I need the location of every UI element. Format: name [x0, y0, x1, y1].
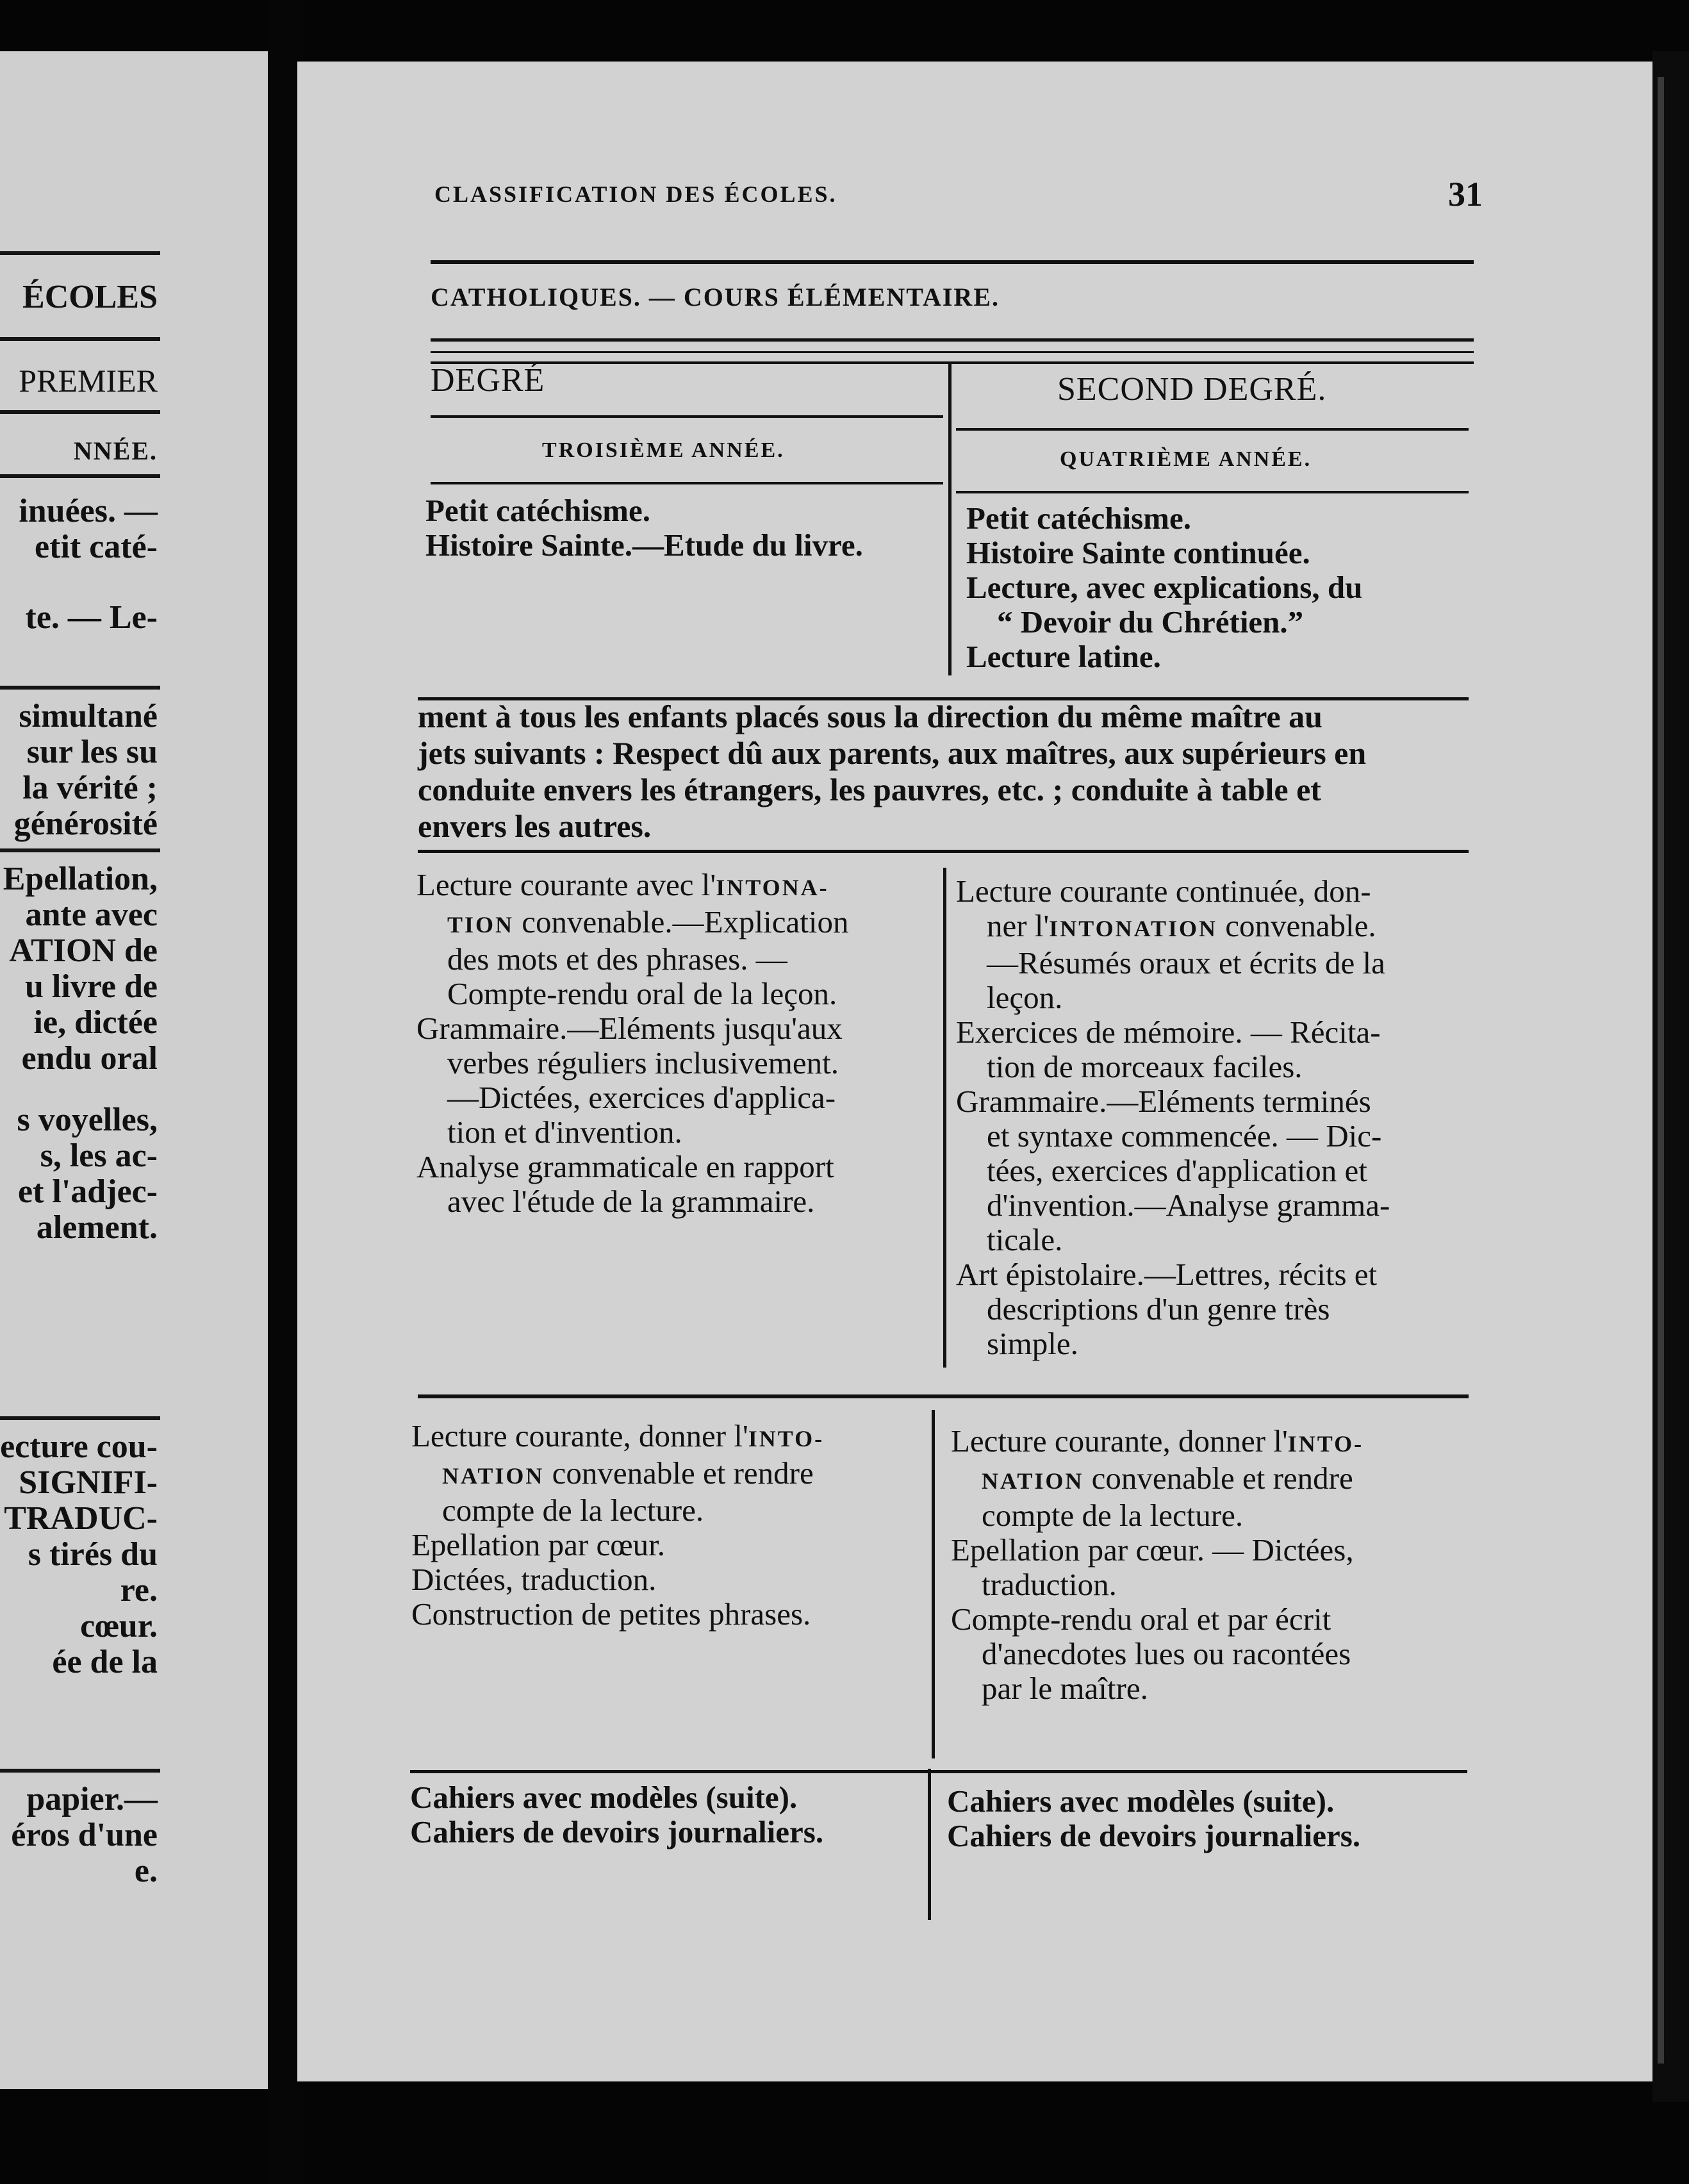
row3-right-line: [956, 1292, 1390, 1327]
left-page-fragment: [0, 51, 268, 2089]
line-text: Art épistolaire.—Lettres, récits et: [956, 1257, 1378, 1292]
line-text: Analyse grammaticale en rapport: [416, 1149, 834, 1184]
row4-left-line: [411, 1419, 824, 1456]
small-caps-term: NATION: [982, 1468, 1084, 1494]
line-text: Lecture courante avec l': [416, 867, 716, 902]
row4-left-line: [411, 1562, 824, 1597]
row3-right-line: [956, 1223, 1390, 1257]
line-text: Lecture courante, donner l': [411, 1418, 748, 1453]
page-edge: [1652, 51, 1689, 2102]
line-text: d'anecdotes lues ou racontées: [982, 1636, 1351, 1671]
line-text: —Dictées, exercices d'applica-: [447, 1080, 836, 1115]
left-line: sur les su: [26, 734, 158, 770]
row2-line: envers les autres.: [418, 808, 652, 844]
row4-right-line: [951, 1568, 1364, 1602]
left-line: ecture cou-: [0, 1428, 158, 1465]
small-caps-term: INTONATION: [1049, 916, 1217, 941]
row1-right: [966, 501, 1362, 674]
line-text: Compte-rendu oral de la leçon.: [447, 976, 837, 1011]
line-text: Grammaire.—Eléments jusqu'aux: [416, 1011, 843, 1046]
left-line: etit caté-: [35, 529, 158, 565]
page-number: 31: [1448, 175, 1483, 213]
book-gutter: [268, 0, 297, 2184]
line-text: d'invention.—Analyse gramma-: [987, 1187, 1390, 1223]
column-rule: [928, 1769, 931, 1920]
row3-left-line: [416, 905, 849, 942]
row3-right-line: [956, 1015, 1390, 1050]
row3-right: [956, 874, 1390, 1361]
row5-right-line: Cahiers avec modèles (suite).: [947, 1783, 1335, 1819]
left-rule: [0, 251, 160, 255]
line-text: verbes réguliers inclusivement.: [447, 1045, 839, 1080]
line-text: et syntaxe commencée. — Dic-: [987, 1118, 1382, 1154]
row3-right-line: [956, 909, 1390, 946]
row3-left-line: [416, 1150, 849, 1184]
degree-second: SECOND DEGRÉ.: [1057, 371, 1327, 408]
row3-left-line: [416, 977, 849, 1011]
row4-right-line: [951, 1424, 1364, 1461]
left-line: inuées. —: [19, 493, 158, 529]
left-line: e.: [134, 1853, 158, 1889]
row1-left: [425, 493, 863, 563]
row4-left: [411, 1419, 824, 1632]
row3-right-line: [956, 1050, 1390, 1084]
line-text: Exercices de mémoire. — Récita-: [956, 1014, 1381, 1050]
small-caps-term: INTONA-: [716, 875, 829, 900]
page-edge-strip: [1658, 77, 1664, 2064]
rule-row3: [418, 1394, 1469, 1398]
line-text: Compte-rendu oral et par écrit: [951, 1601, 1331, 1637]
year-fourth: QUATRIÈME ANNÉE.: [1060, 447, 1312, 471]
line-text: convenable.: [1217, 908, 1376, 943]
row4-right-line: [951, 1533, 1364, 1568]
row1-right-line: “ Devoir du Chrétien.”: [997, 604, 1304, 640]
line-text: tion et d'invention.: [447, 1114, 682, 1150]
line-text: compte de la lecture.: [442, 1493, 704, 1528]
line-text: Dictées, traduction.: [411, 1562, 657, 1597]
row3-left-line: [416, 942, 849, 977]
line-text: tées, exercices d'application et: [987, 1153, 1367, 1188]
line-text: ner l': [987, 908, 1050, 943]
left-rule: [0, 1769, 160, 1773]
left-line: papier.—: [26, 1781, 158, 1817]
rule-title-3: [431, 361, 1474, 364]
row3-right-line: [956, 980, 1390, 1015]
line-text: Lecture courante continuée, don-: [956, 873, 1371, 909]
line-text: des mots et des phrases. —: [447, 941, 787, 977]
left-line: générosité: [13, 806, 158, 842]
row3-left-line: [416, 1184, 849, 1219]
left-line: ie, dictée: [33, 1004, 158, 1041]
left-line: u livre de: [24, 968, 158, 1005]
rule-year-left: [431, 482, 943, 484]
left-line: te. — Le-: [25, 599, 158, 636]
left-line: endu oral: [21, 1040, 158, 1077]
left-rule: [0, 337, 160, 341]
section-title: CATHOLIQUES. — COURS ÉLÉMENTAIRE.: [431, 283, 1000, 311]
left-line: s voyelles,: [17, 1102, 158, 1138]
row5-right: [947, 1784, 1360, 1853]
column-rule: [948, 363, 952, 675]
line-text: compte de la lecture.: [982, 1498, 1244, 1533]
row5-right-line: Cahiers de devoirs journaliers.: [947, 1818, 1361, 1853]
row4-left-line: [411, 1493, 824, 1528]
left-line: la vérité ;: [22, 770, 158, 806]
row1-left-line: Histoire Sainte.—Etude du livre.: [425, 527, 863, 563]
left-rule: [0, 1416, 160, 1420]
row3-left-line: [416, 1011, 849, 1046]
row4-right-line: [951, 1602, 1364, 1637]
page-header: [434, 123, 1483, 213]
row3-left: [416, 868, 849, 1219]
line-text: Lecture courante, donner l': [951, 1423, 1288, 1459]
row4-left-line: [411, 1528, 824, 1562]
row4-right: [951, 1424, 1364, 1706]
row5-left-line: Cahiers de devoirs journaliers.: [410, 1814, 824, 1849]
year-third: TROISIÈME ANNÉE.: [542, 438, 785, 462]
row3-right-line: [956, 946, 1390, 980]
left-header-word: ÉCOLES: [22, 279, 158, 315]
small-caps-term: INTO-: [1287, 1431, 1364, 1457]
row3-right-line: [956, 1188, 1390, 1223]
row4-right-line: [951, 1671, 1364, 1706]
rule-top: [431, 260, 1474, 264]
line-text: Construction de petites phrases.: [411, 1596, 811, 1632]
line-text: ticale.: [987, 1222, 1063, 1257]
row3-left-line: [416, 1080, 849, 1115]
line-text: descriptions d'un genre très: [987, 1291, 1330, 1327]
running-title: CLASSIFICATION DES ÉCOLES.: [434, 181, 837, 207]
line-text: convenable et rendre: [1083, 1460, 1353, 1496]
line-text: avec l'étude de la grammaire.: [447, 1184, 815, 1219]
left-line: Epellation,: [3, 861, 158, 897]
line-text: par le maître.: [982, 1671, 1148, 1706]
left-line: et l'adjec-: [17, 1173, 158, 1210]
rule-degree-left: [431, 415, 943, 418]
rule-year-right: [956, 491, 1469, 493]
rule-row4: [410, 1770, 1467, 1773]
left-line: s, les ac-: [40, 1138, 158, 1174]
left-rule: [0, 686, 160, 690]
small-caps-term: INTO-: [748, 1426, 825, 1452]
left-line: TRADUC-: [4, 1500, 158, 1537]
left-line: re.: [120, 1572, 158, 1609]
left-line: cœur.: [80, 1608, 158, 1644]
column-rule: [932, 1410, 935, 1758]
row1-right-line: Petit catéchisme.: [966, 500, 1191, 536]
line-text: —Résumés oraux et écrits de la: [987, 945, 1385, 980]
row4-left-line: [411, 1456, 824, 1493]
rule-row2: [418, 850, 1469, 853]
row4-right-line: [951, 1498, 1364, 1533]
row3-left-line: [416, 868, 849, 905]
row2-line: jets suivants : Respect dû aux parents, aux maîtres, aux supérieurs en: [418, 735, 1367, 771]
row1-right-line: Histoire Sainte continuée.: [966, 535, 1310, 570]
line-text: simple.: [987, 1326, 1078, 1361]
row3-right-line: [956, 874, 1390, 909]
row3-right-line: [956, 1257, 1390, 1292]
row4-right-line: [951, 1461, 1364, 1498]
line-text: tion de morceaux faciles.: [987, 1049, 1303, 1084]
row2-line: conduite envers les étrangers, les pauvres, etc. ; conduite à table et: [418, 772, 1321, 807]
line-text: traduction.: [982, 1567, 1117, 1602]
row5-left: [410, 1780, 823, 1849]
row2-full: [418, 699, 1469, 845]
left-line: SIGNIFI-: [19, 1464, 158, 1501]
left-rule: [0, 848, 160, 852]
row5-left-line: Cahiers avec modèles (suite).: [410, 1780, 798, 1815]
small-caps-term: TION: [447, 912, 515, 938]
left-rule: [0, 474, 160, 478]
line-text: leçon.: [987, 980, 1063, 1015]
left-line: ATION de: [9, 932, 158, 969]
line-text: Epellation par cœur.: [411, 1527, 665, 1562]
left-line: alement.: [36, 1209, 158, 1246]
line-text: Epellation par cœur. — Dictées,: [951, 1532, 1354, 1568]
rule-degree-right: [956, 428, 1469, 431]
row4-right-line: [951, 1637, 1364, 1671]
row1-left-line: Petit catéchisme.: [425, 493, 650, 528]
line-text: Grammaire.—Eléments terminés: [956, 1084, 1371, 1119]
row3-right-line: [956, 1327, 1390, 1361]
row1-right-line: Lecture, avec explications, du: [966, 570, 1363, 605]
row3-right-line: [956, 1119, 1390, 1154]
left-year-label: NNÉE.: [73, 436, 158, 465]
row3-right-line: [956, 1084, 1390, 1119]
row3-right-line: [956, 1154, 1390, 1188]
left-line: ée de la: [52, 1644, 158, 1680]
line-text: convenable.—Explication: [514, 904, 849, 939]
left-line: éros d'une: [11, 1817, 158, 1853]
left-degree-label: PREMIER: [19, 363, 158, 399]
small-caps-term: NATION: [442, 1463, 545, 1489]
row3-left-line: [416, 1046, 849, 1080]
rule-title-2: [431, 351, 1474, 353]
left-line: s tirés du: [28, 1536, 158, 1573]
degree-first: DEGRÉ: [431, 362, 545, 399]
column-rule: [943, 868, 946, 1368]
row2-line: ment à tous les enfants placés sous la direction du même maître au: [418, 699, 1322, 734]
left-rule: [0, 410, 160, 414]
row4-left-line: [411, 1597, 824, 1632]
left-line: simultané: [19, 698, 158, 734]
line-text: convenable et rendre: [544, 1455, 814, 1491]
row1-right-line: Lecture latine.: [966, 639, 1161, 674]
rule-title-1: [431, 338, 1474, 342]
left-line: ante avec: [25, 897, 158, 933]
row3-left-line: [416, 1115, 849, 1150]
